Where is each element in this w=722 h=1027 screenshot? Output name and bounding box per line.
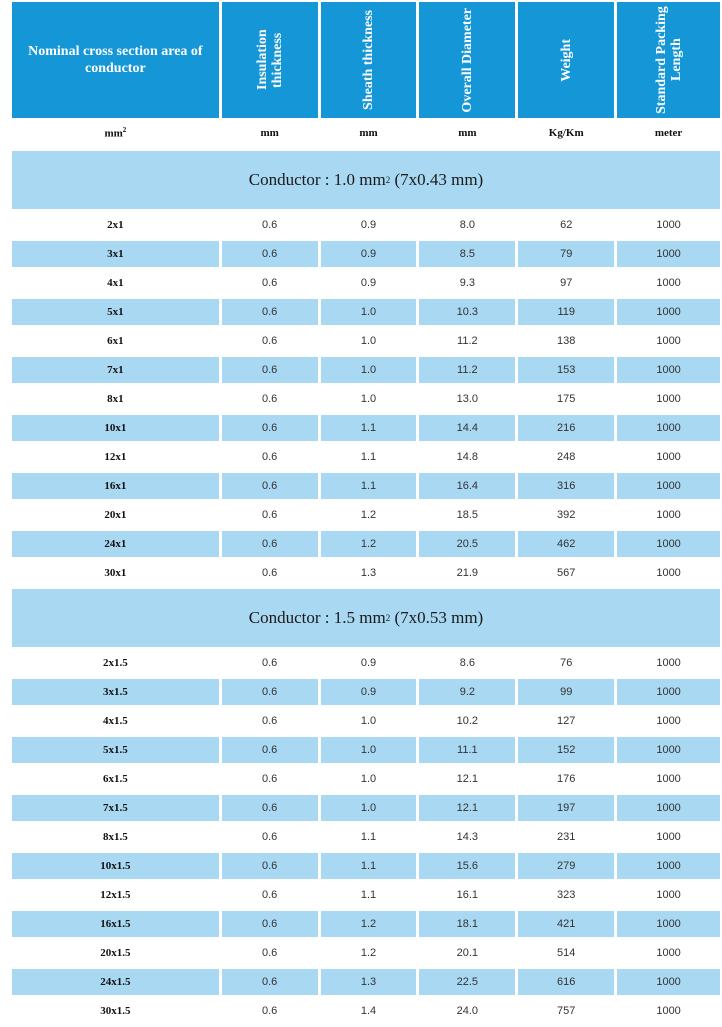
cell-weight: 76 — [560, 657, 573, 669]
section-title-suffix: (7x0.43 mm) — [390, 170, 484, 189]
cell-sheath: 1.2 — [360, 947, 377, 959]
cell-packing-length: 1000 — [617, 357, 720, 383]
cell-insulation: 0.6 — [261, 277, 278, 289]
cell-cross-section: 24x1 — [12, 531, 219, 557]
cell-insulation: 0.6 — [222, 679, 318, 705]
cell-diameter: 8.0 — [459, 219, 475, 231]
table-row — [12, 212, 720, 238]
cell-diameter: 11.1 — [419, 737, 515, 763]
cell-diameter: 10.3 — [419, 299, 515, 325]
table-row — [12, 650, 720, 676]
cell-sheath: 1.0 — [360, 715, 377, 727]
table-row — [12, 824, 720, 850]
table-row — [12, 560, 720, 586]
cell-sheath: 1.0 — [321, 357, 417, 383]
cell-cross-section: 5x1.5 — [12, 737, 219, 763]
cell-cross-section: 5x1 — [12, 299, 219, 325]
cell-diameter: 20.1 — [456, 947, 479, 959]
cell-weight: 153 — [518, 357, 614, 383]
cell-weight: 392 — [557, 509, 576, 521]
section-title: Conductor : 1.5 mm — [248, 608, 386, 627]
cell-cross-section: 2x1 — [107, 219, 124, 231]
table-row — [12, 911, 720, 937]
table-row — [12, 328, 720, 354]
cell-packing-length: 1000 — [617, 737, 720, 763]
unit-weight: Kg/Km — [548, 127, 584, 139]
cell-weight: 152 — [518, 737, 614, 763]
cell-weight: 138 — [557, 335, 576, 347]
cell-packing-length: 1000 — [617, 969, 720, 995]
cell-weight: 119 — [518, 299, 614, 325]
table-row — [12, 241, 720, 267]
cell-insulation: 0.6 — [261, 715, 278, 727]
section-title: Conductor : 1.0 mm — [248, 170, 386, 189]
table-row — [12, 969, 720, 995]
cell-weight: 216 — [518, 415, 614, 441]
cell-packing-length: 1000 — [656, 393, 681, 405]
cell-insulation: 0.6 — [222, 473, 318, 499]
header-nominal-cross-section: Nominal cross section area of conductor — [12, 2, 219, 118]
cell-weight: 79 — [518, 241, 614, 267]
cell-insulation: 0.6 — [261, 773, 278, 785]
cell-cross-section: 30x1 — [104, 567, 127, 579]
cell-sheath: 0.9 — [321, 679, 417, 705]
cell-sheath: 1.1 — [360, 451, 377, 463]
table-row — [12, 795, 720, 821]
units-row — [12, 118, 720, 148]
cell-weight: 323 — [557, 889, 576, 901]
cell-cross-section: 8x1 — [107, 393, 124, 405]
cell-sheath: 1.1 — [321, 415, 417, 441]
cell-sheath: 1.4 — [360, 1005, 377, 1017]
cell-insulation: 0.6 — [261, 657, 278, 669]
cell-packing-length: 1000 — [656, 219, 681, 231]
cell-sheath: 1.1 — [321, 853, 417, 879]
table-row — [12, 766, 720, 792]
cell-diameter: 22.5 — [419, 969, 515, 995]
table-row — [12, 853, 720, 879]
cell-sheath: 1.2 — [321, 531, 417, 557]
cell-packing-length: 1000 — [656, 715, 681, 727]
cell-insulation: 0.6 — [261, 889, 278, 901]
cell-cross-section: 6x1 — [107, 335, 124, 347]
table-row — [12, 473, 720, 499]
table-row — [12, 998, 720, 1024]
cell-packing-length: 1000 — [617, 679, 720, 705]
cell-insulation: 0.6 — [261, 1005, 278, 1017]
cell-cross-section: 4x1 — [107, 277, 124, 289]
header-weight: Weight — [518, 2, 614, 118]
cell-insulation: 0.6 — [261, 509, 278, 521]
cell-packing-length: 1000 — [656, 947, 681, 959]
cell-packing-length: 1000 — [656, 889, 681, 901]
cell-packing-length: 1000 — [617, 853, 720, 879]
cell-diameter: 20.5 — [419, 531, 515, 557]
unit-packing-length: meter — [654, 127, 683, 139]
cell-sheath: 1.1 — [360, 889, 377, 901]
cell-weight: 99 — [518, 679, 614, 705]
cell-sheath: 1.0 — [321, 299, 417, 325]
cell-insulation: 0.6 — [261, 947, 278, 959]
table-row — [12, 357, 720, 383]
cell-weight: 514 — [557, 947, 576, 959]
cell-diameter: 14.8 — [456, 451, 479, 463]
cell-cross-section: 20x1 — [104, 509, 127, 521]
cell-insulation: 0.6 — [222, 415, 318, 441]
cell-packing-length: 1000 — [617, 531, 720, 557]
cell-weight: 175 — [557, 393, 576, 405]
cell-weight: 127 — [557, 715, 576, 727]
cell-insulation: 0.6 — [222, 241, 318, 267]
cell-cross-section: 30x1.5 — [100, 1005, 131, 1017]
section-title-sup: 2 — [385, 175, 391, 185]
cell-cross-section: 10x1.5 — [12, 853, 219, 879]
cell-cross-section: 2x1.5 — [102, 657, 128, 669]
table-row — [12, 386, 720, 412]
cell-weight: 616 — [518, 969, 614, 995]
cell-packing-length: 1000 — [617, 911, 720, 937]
cell-diameter: 11.2 — [457, 335, 478, 347]
cell-cross-section: 10x1 — [12, 415, 219, 441]
cell-cross-section: 7x1 — [12, 357, 219, 383]
cell-sheath: 1.3 — [360, 567, 377, 579]
cell-weight: 231 — [557, 831, 576, 843]
section-heading — [12, 589, 720, 647]
cell-insulation: 0.6 — [261, 393, 278, 405]
cell-weight: 62 — [560, 219, 573, 231]
cell-weight: 97 — [560, 277, 573, 289]
cell-weight: 421 — [518, 911, 614, 937]
section-heading — [12, 151, 720, 209]
table-body — [12, 151, 720, 1024]
cell-insulation: 0.6 — [222, 911, 318, 937]
cell-weight: 197 — [518, 795, 614, 821]
cell-sheath: 0.9 — [360, 219, 377, 231]
cell-sheath: 1.0 — [360, 773, 377, 785]
cell-diameter: 8.6 — [459, 657, 475, 669]
table-row — [12, 502, 720, 528]
cell-weight: 176 — [557, 773, 576, 785]
table-row — [12, 299, 720, 325]
cell-insulation: 0.6 — [222, 969, 318, 995]
cell-diameter: 21.9 — [456, 567, 479, 579]
cell-insulation: 0.6 — [261, 219, 278, 231]
cell-weight: 462 — [518, 531, 614, 557]
cell-cross-section: 4x1.5 — [102, 715, 128, 727]
cell-diameter: 14.3 — [456, 831, 479, 843]
cell-packing-length: 1000 — [617, 299, 720, 325]
cell-cross-section: 3x1.5 — [12, 679, 219, 705]
table-row — [12, 444, 720, 470]
table-row — [12, 737, 720, 763]
cell-diameter: 18.5 — [456, 509, 479, 521]
cell-insulation: 0.6 — [261, 451, 278, 463]
cell-packing-length: 1000 — [656, 277, 681, 289]
cell-cross-section: 16x1.5 — [12, 911, 219, 937]
cell-insulation: 0.6 — [261, 335, 278, 347]
cell-sheath: 1.1 — [360, 831, 377, 843]
table-row — [12, 882, 720, 908]
cell-diameter: 16.1 — [456, 889, 479, 901]
cell-cross-section: 24x1.5 — [12, 969, 219, 995]
cell-sheath: 1.2 — [321, 911, 417, 937]
table-row — [12, 415, 720, 441]
cell-insulation: 0.6 — [222, 737, 318, 763]
cell-packing-length: 1000 — [656, 1005, 681, 1017]
cell-weight: 757 — [557, 1005, 576, 1017]
cell-cross-section: 6x1.5 — [102, 773, 128, 785]
cell-diameter: 10.2 — [456, 715, 479, 727]
header-packing-length: Standard Packing Length — [617, 2, 720, 118]
cell-diameter: 9.2 — [419, 679, 515, 705]
header-insulation-thickness: Insulation thickness — [222, 2, 318, 118]
cell-diameter: 13.0 — [456, 393, 479, 405]
cell-cross-section: 20x1.5 — [100, 947, 131, 959]
cell-sheath: 1.0 — [360, 335, 377, 347]
cell-diameter: 15.6 — [419, 853, 515, 879]
cell-diameter: 11.2 — [419, 357, 515, 383]
table-row — [12, 708, 720, 734]
header-sheath-thickness: Sheath thickness — [321, 2, 417, 118]
cell-packing-length: 1000 — [656, 509, 681, 521]
unit-sheath: mm — [359, 127, 378, 139]
cell-sheath: 1.1 — [321, 473, 417, 499]
table-row — [12, 270, 720, 296]
table-row — [12, 940, 720, 966]
cell-weight: 248 — [557, 451, 576, 463]
header-row — [12, 2, 720, 118]
cell-packing-length: 1000 — [617, 415, 720, 441]
cell-packing-length: 1000 — [617, 795, 720, 821]
cell-packing-length: 1000 — [656, 773, 681, 785]
cell-sheath: 1.0 — [360, 393, 377, 405]
cell-weight: 316 — [518, 473, 614, 499]
cell-cross-section: 16x1 — [12, 473, 219, 499]
cell-sheath: 1.3 — [321, 969, 417, 995]
header-overall-diameter: Overall Diameter — [419, 2, 515, 118]
cell-diameter: 16.4 — [419, 473, 515, 499]
cell-cross-section: 8x1.5 — [102, 831, 128, 843]
cell-diameter: 12.1 — [419, 795, 515, 821]
cell-packing-length: 1000 — [617, 473, 720, 499]
cell-diameter: 9.3 — [459, 277, 475, 289]
unit-insulation: mm — [260, 127, 279, 139]
cell-sheath: 1.0 — [321, 795, 417, 821]
cell-cross-section: 3x1 — [12, 241, 219, 267]
cell-insulation: 0.6 — [261, 567, 278, 579]
cell-packing-length: 1000 — [656, 657, 681, 669]
table-row — [12, 679, 720, 705]
cell-weight: 279 — [518, 853, 614, 879]
cell-cross-section: 12x1.5 — [100, 889, 131, 901]
cell-sheath: 0.9 — [321, 241, 417, 267]
cell-cross-section: 7x1.5 — [12, 795, 219, 821]
cell-cross-section: 12x1 — [104, 451, 127, 463]
table-row — [12, 531, 720, 557]
cell-insulation: 0.6 — [222, 299, 318, 325]
cell-packing-length: 1000 — [656, 831, 681, 843]
cell-insulation: 0.6 — [222, 357, 318, 383]
cell-diameter: 18.1 — [419, 911, 515, 937]
cell-sheath: 1.2 — [360, 509, 377, 521]
unit-cross-section: $mm^2$ — [104, 126, 127, 140]
cell-diameter: 12.1 — [456, 773, 479, 785]
cell-diameter: 8.5 — [419, 241, 515, 267]
cell-sheath: 0.9 — [360, 277, 377, 289]
cell-insulation: 0.6 — [222, 853, 318, 879]
cell-packing-length: 1000 — [656, 451, 681, 463]
cell-insulation: 0.6 — [222, 531, 318, 557]
section-title-sup: 2 — [385, 613, 391, 623]
cell-sheath: 1.0 — [321, 737, 417, 763]
cell-diameter: 14.4 — [419, 415, 515, 441]
cell-weight: 567 — [557, 567, 576, 579]
cell-diameter: 24.0 — [456, 1005, 479, 1017]
cell-packing-length: 1000 — [656, 567, 681, 579]
cable-spec-table — [12, 2, 720, 1027]
cell-insulation: 0.6 — [222, 795, 318, 821]
cell-packing-length: 1000 — [617, 241, 720, 267]
section-title-suffix: (7x0.53 mm) — [390, 608, 484, 627]
cell-insulation: 0.6 — [261, 831, 278, 843]
cell-packing-length: 1000 — [656, 335, 681, 347]
cell-sheath: 0.9 — [360, 657, 377, 669]
unit-diameter: mm — [458, 127, 477, 139]
